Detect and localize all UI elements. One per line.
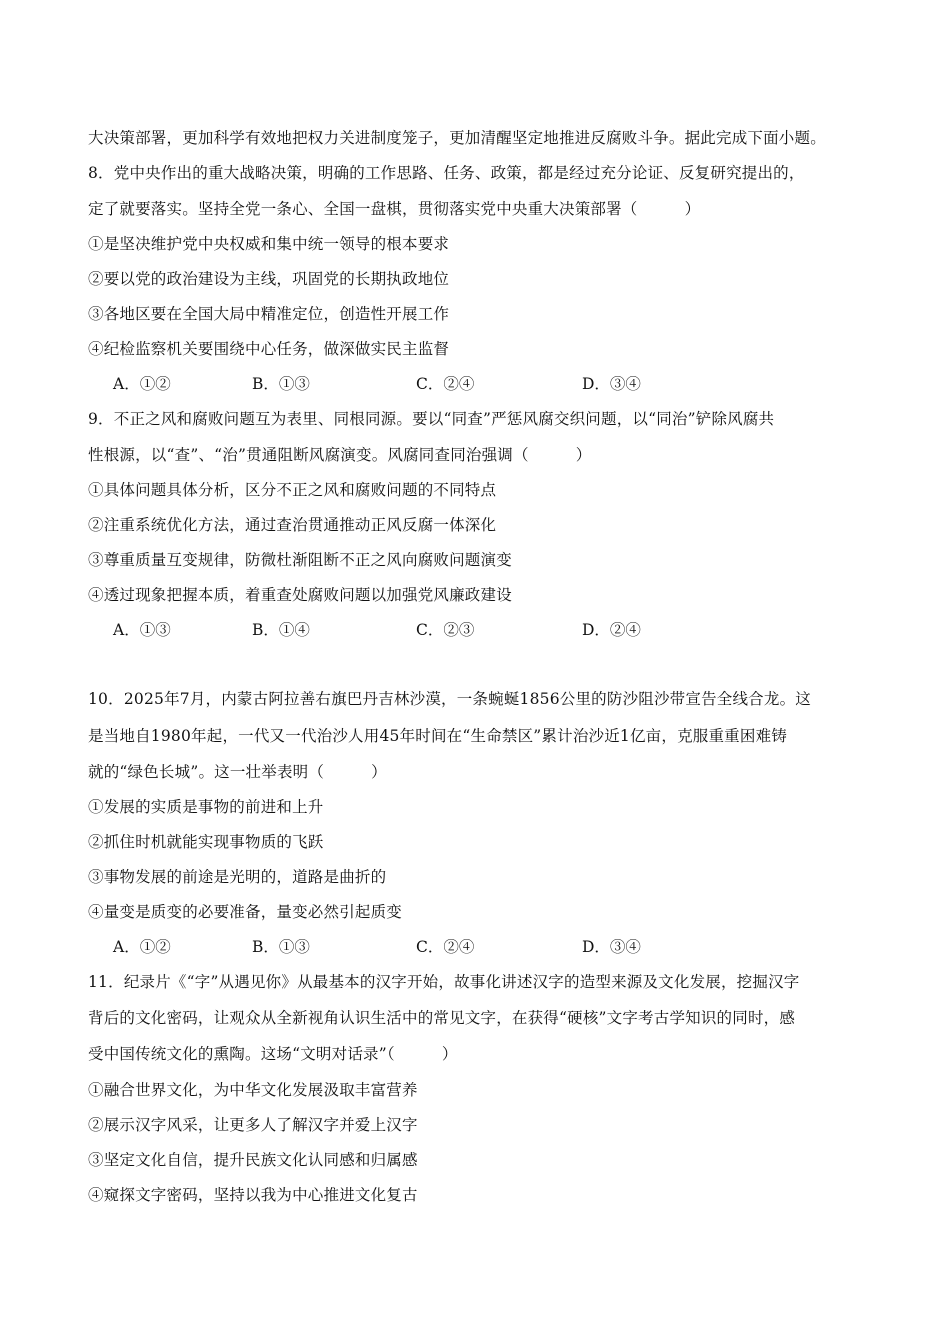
- option-c[interactable]: C．②④: [416, 375, 475, 393]
- option-b[interactable]: B．①④: [252, 621, 310, 639]
- statement-item: ②抓住时机就能实现事物质的飞跃: [88, 833, 324, 851]
- statement-item: ②展示汉字风采，让更多人了解汉字并爱上汉字: [88, 1116, 418, 1134]
- statement-item: ②要以党的政治建设为主线，巩固党的长期执政地位: [88, 270, 450, 288]
- option-d[interactable]: D．②④: [582, 621, 641, 639]
- question-stem: 定了就要落实。坚持全党一条心、全国一盘棋，贯彻落实党中央重大决策部署（ ）: [88, 200, 701, 218]
- question-stem: 是当地自1980年起，一代又一代治沙人用45年时间在“生命禁区”累计治沙近1亿亩，克服重重困难铸: [88, 727, 787, 745]
- statement-item: ③尊重质量互变规律，防微杜渐阻断不正之风向腐败问题演变: [88, 551, 512, 569]
- statement-item: ①具体问题具体分析，区分不正之风和腐败问题的不同特点: [88, 481, 497, 499]
- question-stem: 9．不正之风和腐败问题互为表里、同根同源。要以“同查”严惩风腐交织问题，以“同治”铲除风腐共: [88, 410, 775, 428]
- statement-item: ④窥探文字密码，坚持以我为中心推进文化复古: [88, 1186, 418, 1204]
- statement-item: ④纪检监察机关要围绕中心任务，做深做实民主监督: [88, 340, 450, 358]
- statement-item: ①发展的实质是事物的前进和上升: [88, 798, 324, 816]
- option-b[interactable]: B．①③: [252, 375, 310, 393]
- question-stem: 性根源，以“查”、“治”贯通阻断风腐演变。风腐同查同治强调（ ）: [88, 446, 592, 464]
- answer-options: [0, 374, 950, 394]
- option-b[interactable]: B．①③: [252, 938, 310, 956]
- option-c[interactable]: C．②④: [416, 938, 475, 956]
- question-stem: 8．党中央作出的重大战略决策，明确的工作思路、任务、政策，都是经过充分论证、反复研究提出的，: [88, 164, 805, 182]
- question-stem: 背后的文化密码，让观众从全新视角认识生活中的常见文字，在获得“硬核”文字考古学知识的同时，感: [88, 1009, 796, 1027]
- statement-item: ②注重系统优化方法，通过查治贯通推动正风反腐一体深化: [88, 516, 497, 534]
- statement-item: ③坚定文化自信，提升民族文化认同感和归属感: [88, 1151, 418, 1169]
- question-stem: 10．2025年7月，内蒙古阿拉善右旗巴丹吉林沙漠，一条蜿蜒1856公里的防沙阻沙带宣告全线合龙。这: [88, 690, 811, 708]
- answer-options: [0, 620, 950, 640]
- statement-item: ①是坚决维护党中央权威和集中统一领导的根本要求: [88, 235, 450, 253]
- option-a[interactable]: A．①③: [113, 621, 171, 639]
- statement-item: ③各地区要在全国大局中精准定位，创造性开展工作: [88, 305, 450, 323]
- statement-item: ④透过现象把握本质，着重查处腐败问题以加强党风廉政建设: [88, 586, 512, 604]
- question-stem: 受中国传统文化的熏陶。这场“文明对话录”（ ）: [88, 1045, 458, 1063]
- question-stem: 11．纪录片《“字”从遇见你》从最基本的汉字开始，故事化讲述汉字的造型来源及文化发展，挖掘汉字: [88, 973, 800, 991]
- statement-item: ①融合世界文化，为中华文化发展汲取丰富营养: [88, 1081, 418, 1099]
- option-d[interactable]: D．③④: [582, 938, 641, 956]
- answer-options: [0, 937, 950, 957]
- statement-item: ③事物发展的前途是光明的，道路是曲折的: [88, 868, 387, 886]
- option-a[interactable]: A．①②: [113, 938, 171, 956]
- statement-item: ④量变是质变的必要准备，量变必然引起质变: [88, 903, 403, 921]
- option-a[interactable]: A．①②: [113, 375, 171, 393]
- question-stem: 就的“绿色长城”。这一壮举表明（ ）: [88, 763, 387, 781]
- option-c[interactable]: C．②③: [416, 621, 475, 639]
- option-d[interactable]: D．③④: [582, 375, 641, 393]
- passage-text: 大决策部署，更加科学有效地把权力关进制度笼子，更加清醒坚定地推进反腐败斗争。据此完成下面小题。: [88, 129, 826, 147]
